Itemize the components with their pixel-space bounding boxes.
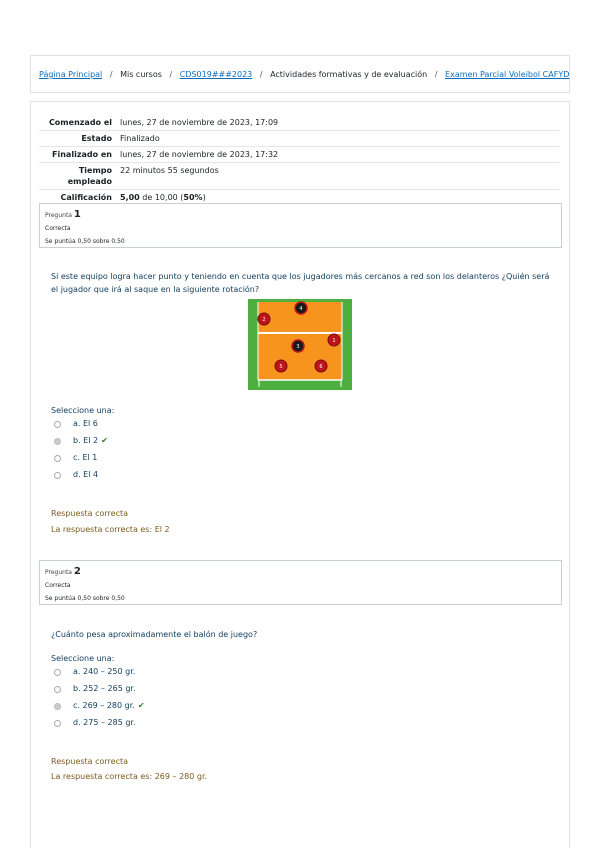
player-5	[275, 360, 287, 372]
question-status: Correcta	[45, 582, 71, 589]
attempt-summary-table	[39, 115, 559, 205]
svg-text:4: 4	[299, 306, 303, 312]
summary-label: Tiempo empleado	[67, 166, 112, 186]
answer-label[interactable]: a. 240 – 250 gr.	[73, 667, 136, 676]
summary-row-time	[39, 163, 559, 190]
summary-value: lunes, 27 de noviembre de 2023, 17:32	[120, 150, 279, 159]
radio-button-selected[interactable]	[54, 438, 61, 445]
radio-button[interactable]	[54, 720, 61, 727]
summary-label: Comenzado el	[48, 118, 112, 127]
svg-text:3: 3	[296, 344, 300, 350]
question-number: 2	[73, 566, 81, 577]
answer-label[interactable]	[73, 701, 145, 710]
question-points: Se puntúa 0,50 sobre 0,50	[45, 238, 125, 245]
question-2-text: ¿Cuánto pesa aproximadamente el balón de juego?	[51, 630, 258, 639]
player-1	[328, 334, 340, 346]
breadcrumb-course-link[interactable]: CDS019###2023	[179, 70, 253, 79]
radio-button[interactable]	[54, 421, 61, 428]
volleyball-court-image	[248, 299, 352, 390]
question-label: Pregunta	[45, 212, 72, 219]
q2-correct-answer: La respuesta correcta es: 269 – 280 gr.	[51, 772, 208, 781]
summary-value: lunes, 27 de noviembre de 2023, 17:09	[120, 118, 279, 127]
question-status: Correcta	[45, 225, 71, 232]
svg-text:5: 5	[279, 364, 283, 370]
breadcrumb	[30, 55, 570, 93]
summary-value: Finalizado	[120, 134, 160, 143]
summary-value: 22 minutos 55 segundos	[120, 166, 219, 175]
grade-score: 5,00	[120, 193, 140, 202]
radio-button[interactable]	[54, 686, 61, 693]
question-2-prompt: Seleccione una:	[51, 654, 115, 663]
grade-end: )	[202, 193, 206, 202]
breadcrumb-my-courses[interactable]: Mis cursos	[120, 70, 162, 79]
answer-label[interactable]: a. El 6	[73, 419, 98, 428]
q1-correct-answer: La respuesta correcta es: El 2	[51, 525, 170, 534]
summary-label: Finalizado en	[52, 150, 112, 159]
question-number: 1	[73, 209, 81, 220]
quiz-review-region	[30, 101, 570, 848]
breadcrumb-separator: /	[109, 70, 113, 79]
player-6	[315, 360, 327, 372]
breadcrumb-home-link[interactable]: Página Principal	[39, 70, 103, 79]
grade-out-of: de 10,00 (	[142, 193, 184, 202]
breadcrumb-separator: /	[434, 70, 438, 79]
player-3	[292, 340, 304, 352]
radio-button[interactable]	[54, 455, 61, 462]
correct-check-icon: ✔	[137, 701, 145, 710]
question-label: Pregunta	[45, 569, 72, 576]
svg-text:1: 1	[332, 338, 336, 344]
summary-row-state	[39, 131, 559, 147]
answer-label[interactable]	[73, 436, 108, 445]
question-points: Se puntúa 0,50 sobre 0,50	[45, 595, 125, 602]
svg-text:6: 6	[319, 364, 323, 370]
q1-feedback-title: Respuesta correcta	[51, 509, 129, 518]
q2-feedback-title: Respuesta correcta	[51, 757, 129, 766]
breadcrumb-quiz-link[interactable]: Examen Parcial Voleibol CAFYD	[445, 70, 570, 79]
svg-text:2: 2	[262, 317, 266, 323]
question-1-text: Si este equipo logra hacer punto y teniendo en cuenta que los jugadores más cercanos a red son los delanteros ¿Quién será el jugador que irá al saque en la siguiente rotación?	[51, 272, 550, 294]
question-2-info	[39, 560, 562, 605]
player-4	[295, 302, 307, 314]
question-1-info	[39, 203, 562, 248]
grade-percent: 50%	[183, 193, 203, 202]
radio-button-selected[interactable]	[54, 703, 61, 710]
answer-label[interactable]: c. El 1	[73, 453, 98, 462]
summary-label: Calificación	[60, 193, 112, 202]
correct-check-icon: ✔	[101, 436, 108, 445]
answer-label[interactable]: d. 275 – 285 gr.	[73, 718, 136, 727]
summary-row-started	[39, 115, 559, 131]
player-2	[258, 313, 270, 325]
radio-button[interactable]	[54, 669, 61, 676]
breadcrumb-separator: /	[259, 70, 263, 79]
summary-label: Estado	[81, 134, 112, 143]
breadcrumb-separator: /	[169, 70, 173, 79]
answer-label[interactable]: b. 252 – 265 gr.	[73, 684, 136, 693]
question-1-prompt: Seleccione una:	[51, 406, 115, 415]
summary-row-finished	[39, 147, 559, 163]
breadcrumb-section[interactable]: Actividades formativas y de evaluación	[270, 70, 428, 79]
radio-button[interactable]	[54, 472, 61, 479]
answer-label[interactable]: d. El 4	[73, 470, 99, 479]
answer-text[interactable]: b. El 2	[73, 436, 99, 445]
answer-text[interactable]: c. 269 – 280 gr.	[73, 701, 135, 710]
